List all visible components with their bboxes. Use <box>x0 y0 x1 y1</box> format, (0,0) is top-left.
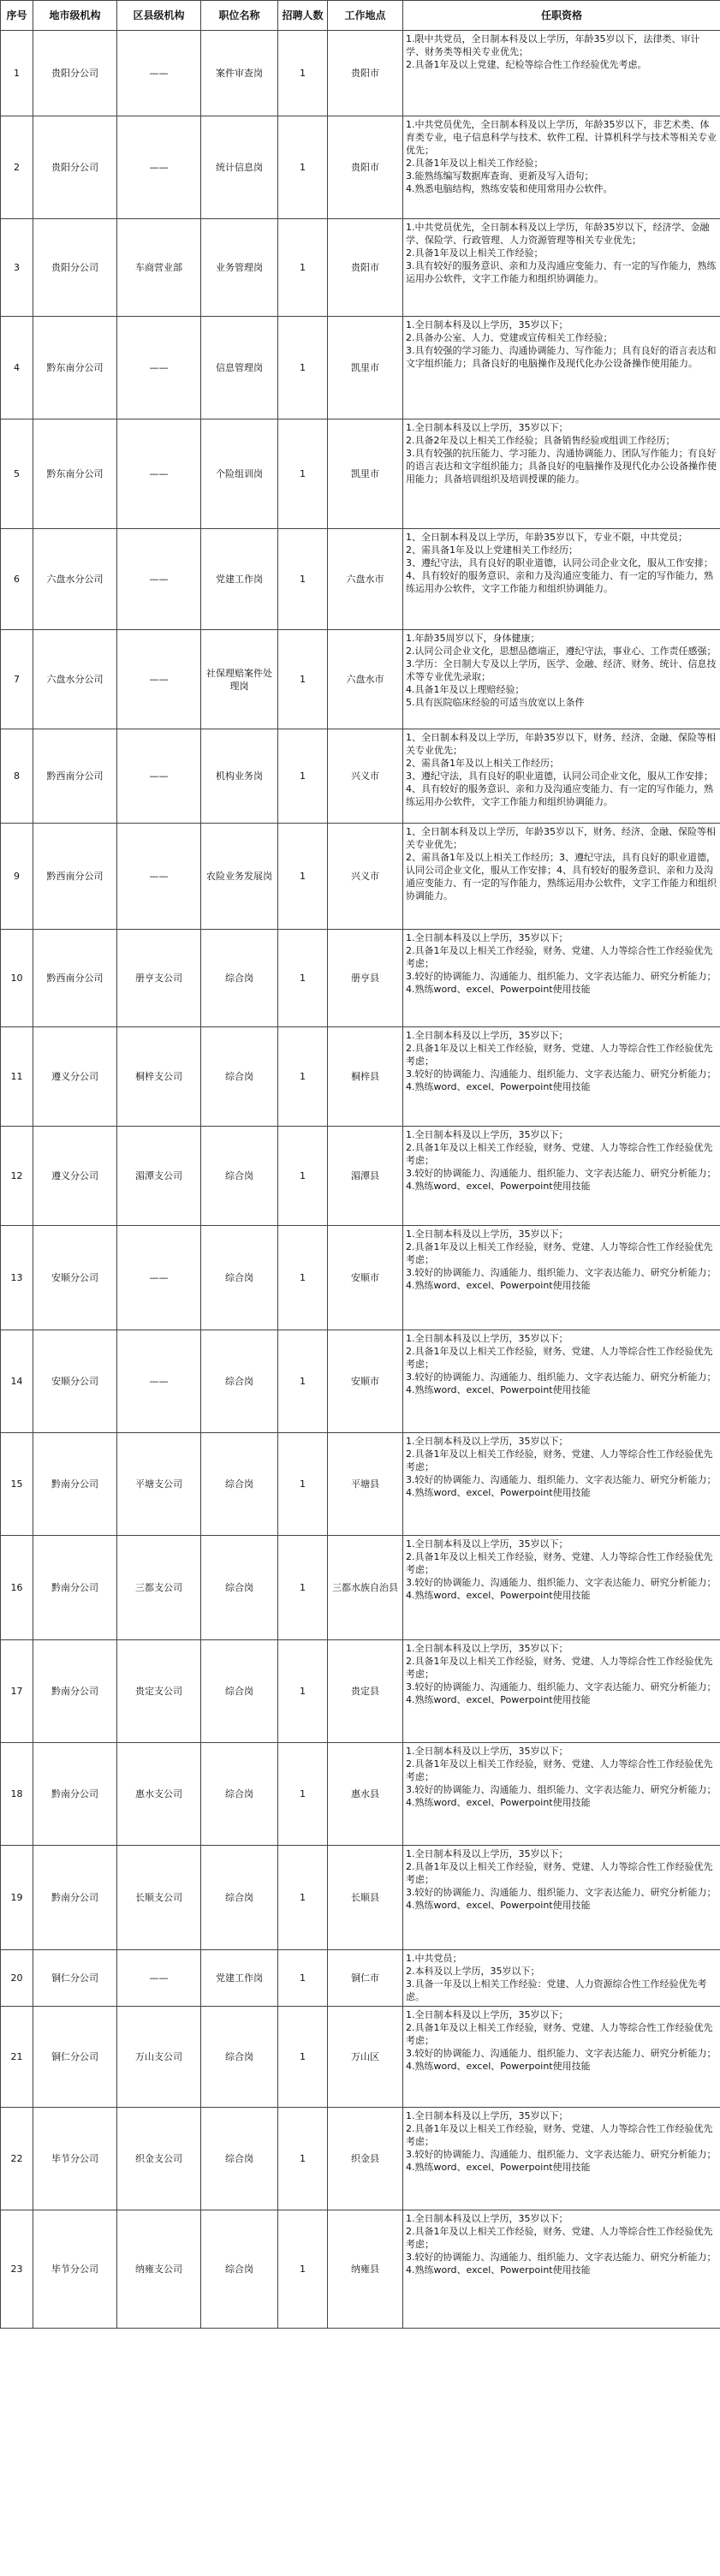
requirement-line: 3.较好的协调能力、沟通能力、组织能力、文字表达能力、研究分析能力； <box>406 2252 717 2263</box>
county-branch: 万山支公司 <box>117 2007 201 2108</box>
work-location: 安顺市 <box>328 1226 403 1330</box>
row-number: 1 <box>1 31 33 116</box>
job-title: 综合岗 <box>201 1640 278 1743</box>
requirements-cell <box>403 930 720 1027</box>
work-location: 贵阳市 <box>328 31 403 116</box>
county-branch: 纳雍支公司 <box>117 2210 201 2329</box>
requirement-line: 2.具备1年及以上相关工作经验，财务、党建、人力等综合性工作经验优先考虑； <box>406 2022 713 2046</box>
work-location: 湄潭县 <box>328 1127 403 1226</box>
requirement-line: 4.熟练word、excel、Powerpoint使用技能 <box>406 1384 591 1395</box>
work-location: 凯里市 <box>328 317 403 419</box>
row-number: 5 <box>1 419 33 529</box>
requirement-line: 1.全日制本科及以上学历，35岁以下； <box>406 1333 568 1344</box>
job-title: 综合岗 <box>201 1743 278 1846</box>
header-title: 职位名称 <box>201 1 278 31</box>
requirement-line: 1.全日制本科及以上学历，35岁以下； <box>406 2110 568 2121</box>
requirement-line: 3.较好的协调能力、沟通能力、组织能力、文字表达能力、研究分析能力； <box>406 1784 717 1795</box>
city-branch: 黔南分公司 <box>33 1743 117 1846</box>
table-row <box>1 1127 720 1226</box>
requirement-line: 4.熟练word、excel、Powerpoint使用技能 <box>406 1590 591 1601</box>
requirement-line: 4.熟练word、excel、Powerpoint使用技能 <box>406 1181 591 1192</box>
requirement-line: 3.具有较强的学习能力、沟通协调能力、写作能力；具有良好的语言表达和文字组织能力；具备良好的电脑操作及现代化办公设备操作使用能力。 <box>406 345 717 369</box>
table-row <box>1 1027 720 1127</box>
row-number: 8 <box>1 729 33 824</box>
requirement-line: 4、具有较好的服务意识、亲和力及沟通应变能力、有一定的写作能力，熟练运用办公软件，文字工作能力和组织协调能力。 <box>406 783 713 807</box>
city-branch: 安顺分公司 <box>33 1226 117 1330</box>
requirements-cell <box>403 219 720 317</box>
work-location: 册亨县 <box>328 930 403 1027</box>
table-row <box>1 529 720 630</box>
city-branch: 黔东南分公司 <box>33 317 117 419</box>
hire-count: 1 <box>278 1743 328 1846</box>
city-branch: 黔东南分公司 <box>33 419 117 529</box>
city-branch: 黔西南分公司 <box>33 824 117 930</box>
requirement-line: 3.较好的协调能力、沟通能力、组织能力、文字表达能力、研究分析能力； <box>406 1267 717 1278</box>
table-header-row <box>1 1 720 31</box>
city-branch: 贵阳分公司 <box>33 116 117 219</box>
requirements-cell <box>403 2007 720 2108</box>
hire-count: 1 <box>278 630 328 729</box>
requirement-line: 1、全日制本科及以上学历，年龄35岁以下，财务、经济、金融、保险等相关专业优先； <box>406 732 716 756</box>
job-title: 社保理赔案件处理岗 <box>201 630 278 729</box>
job-title: 综合岗 <box>201 1127 278 1226</box>
table-row <box>1 930 720 1027</box>
requirement-line: 1.全日制本科及以上学历，35岁以下； <box>406 1229 568 1240</box>
job-title: 综合岗 <box>201 1330 278 1433</box>
hire-count: 1 <box>278 1226 328 1330</box>
work-location: 凯里市 <box>328 419 403 529</box>
requirement-line: 5.具有医院临床经验的可适当放宽以上条件 <box>406 697 585 708</box>
hire-count: 1 <box>278 219 328 317</box>
county-branch: 湄潭支公司 <box>117 1127 201 1226</box>
county-branch: —— <box>117 824 201 930</box>
county-branch: —— <box>117 31 201 116</box>
hire-count: 1 <box>278 2210 328 2329</box>
county-branch: 长顺支公司 <box>117 1846 201 1950</box>
row-number: 17 <box>1 1640 33 1743</box>
requirements-cell <box>403 1127 720 1226</box>
job-title: 综合岗 <box>201 1027 278 1127</box>
requirement-line: 3.较好的协调能力、沟通能力、组织能力、文字表达能力、研究分析能力； <box>406 1577 717 1588</box>
county-branch: —— <box>117 1330 201 1433</box>
requirement-line: 3.具备一年及以上相关工作经验：党建、人力资源综合性工作经验优先考虑。 <box>406 1978 707 2002</box>
requirement-line: 1.中共党员优先，全日制本科及以上学历，年龄35岁以下，非艺术类、体育类专业，电子信息科学与技术、软件工程、计算机科学与技术等相关专业优先； <box>406 119 717 156</box>
hire-count: 1 <box>278 1950 328 2007</box>
requirement-line: 4.熟练word、excel、Powerpoint使用技能 <box>406 1694 591 1705</box>
county-branch: —— <box>117 630 201 729</box>
row-number: 3 <box>1 219 33 317</box>
job-title: 党建工作岗 <box>201 529 278 630</box>
hire-count: 1 <box>278 2108 328 2210</box>
hire-count: 1 <box>278 116 328 219</box>
work-location: 织金县 <box>328 2108 403 2210</box>
requirement-line: 2.具备2年及以上相关工作经验；具备销售经验或组训工作经历； <box>406 435 675 446</box>
requirements-cell <box>403 31 720 116</box>
job-title: 综合岗 <box>201 1433 278 1536</box>
work-location: 平塘县 <box>328 1433 403 1536</box>
requirement-line: 4.熟练word、excel、Powerpoint使用技能 <box>406 1081 591 1092</box>
hire-count: 1 <box>278 1640 328 1743</box>
hire-count: 1 <box>278 1127 328 1226</box>
city-branch: 六盘水分公司 <box>33 630 117 729</box>
city-branch: 黔西南分公司 <box>33 930 117 1027</box>
requirement-line: 3、遵纪守法，具有良好的职业道德，认同公司企业文化，服从工作安排； <box>406 770 713 782</box>
hire-count: 1 <box>278 419 328 529</box>
requirement-line: 1.中共党员； <box>406 1953 462 1964</box>
table-row <box>1 1536 720 1640</box>
job-title: 个险组训岗 <box>201 419 278 529</box>
row-number: 20 <box>1 1950 33 2007</box>
job-title: 综合岗 <box>201 930 278 1027</box>
requirement-line: 2.具备1年及以上相关工作经验，财务、党建、人力等综合性工作经验优先考虑； <box>406 1142 713 1166</box>
requirements-cell <box>403 824 720 930</box>
requirement-line: 4.熟练word、excel、Powerpoint使用技能 <box>406 1900 591 1911</box>
requirement-line: 1.全日制本科及以上学历，35岁以下； <box>406 1538 568 1550</box>
header-no: 序号 <box>1 1 33 31</box>
requirement-line: 3.较好的协调能力、沟通能力、组织能力、文字表达能力、研究分析能力； <box>406 1068 717 1080</box>
job-title: 综合岗 <box>201 1846 278 1950</box>
requirement-line: 1.全日制本科及以上学历，35岁以下； <box>406 1129 568 1140</box>
row-number: 10 <box>1 930 33 1027</box>
requirement-line: 2.具备1年及以上相关工作经验，财务、党建、人力等综合性工作经验优先考虑； <box>406 1861 713 1885</box>
requirement-line: 1.全日制本科及以上学历，35岁以下； <box>406 2009 568 2020</box>
requirement-line: 2.具备1年及以上相关工作经验，财务、党建、人力等综合性工作经验优先考虑； <box>406 945 713 969</box>
work-location: 安顺市 <box>328 1330 403 1433</box>
requirements-cell <box>403 317 720 419</box>
requirement-line: 4.熟练word、excel、Powerpoint使用技能 <box>406 1280 591 1291</box>
city-branch: 黔南分公司 <box>33 1433 117 1536</box>
hire-count: 1 <box>278 1433 328 1536</box>
work-location: 贵定县 <box>328 1640 403 1743</box>
requirement-line: 2.本科及以上学历，35岁以下； <box>406 1966 540 1977</box>
requirement-line: 2.具备1年及以上党建、纪检等综合性工作经验优先考虑。 <box>406 59 647 70</box>
county-branch: 桐梓支公司 <box>117 1027 201 1127</box>
row-number: 14 <box>1 1330 33 1433</box>
requirement-line: 3.较好的协调能力、沟通能力、组织能力、文字表达能力、研究分析能力； <box>406 971 717 982</box>
table-row <box>1 116 720 219</box>
row-number: 13 <box>1 1226 33 1330</box>
table-row <box>1 729 720 824</box>
table-row <box>1 31 720 116</box>
city-branch: 遵义分公司 <box>33 1027 117 1127</box>
work-location: 桐梓县 <box>328 1027 403 1127</box>
requirement-line: 2.具备1年及以上相关工作经验； <box>406 247 544 259</box>
city-branch: 铜仁分公司 <box>33 1950 117 2007</box>
header-city: 地市级机构 <box>33 1 117 31</box>
work-location: 铜仁市 <box>328 1950 403 2007</box>
hire-count: 1 <box>278 930 328 1027</box>
hire-count: 1 <box>278 31 328 116</box>
county-branch: —— <box>117 529 201 630</box>
hire-count: 1 <box>278 529 328 630</box>
requirements-cell <box>403 630 720 729</box>
city-branch: 黔南分公司 <box>33 1640 117 1743</box>
requirement-line: 1.全日制本科及以上学历，35岁以下； <box>406 1746 568 1757</box>
city-branch: 贵阳分公司 <box>33 219 117 317</box>
table-row <box>1 2210 720 2329</box>
table-row <box>1 1330 720 1433</box>
requirement-line: 1、全日制本科及以上学历，年龄35岁以下，财务、经济、金融、保险等相关专业优先； <box>406 826 716 850</box>
table-row <box>1 1640 720 1743</box>
requirement-line: 2.具备1年及以上相关工作经验，财务、党建、人力等综合性工作经验优先考虑； <box>406 2123 713 2147</box>
row-number: 2 <box>1 116 33 219</box>
city-branch: 铜仁分公司 <box>33 2007 117 2108</box>
job-title: 农险业务发展岗 <box>201 824 278 930</box>
requirement-line: 2.具备1年及以上相关工作经验，财务、党建、人力等综合性工作经验优先考虑； <box>406 1449 713 1472</box>
row-number: 18 <box>1 1743 33 1846</box>
county-branch: 车商营业部 <box>117 219 201 317</box>
row-number: 15 <box>1 1433 33 1536</box>
table-row <box>1 219 720 317</box>
requirement-line: 1.全日制本科及以上学历，35岁以下； <box>406 1030 568 1041</box>
row-number: 6 <box>1 529 33 630</box>
row-number: 19 <box>1 1846 33 1950</box>
requirements-cell <box>403 2108 720 2210</box>
work-location: 贵阳市 <box>328 116 403 219</box>
city-branch: 毕节分公司 <box>33 2210 117 2329</box>
requirement-line: 2、需具备1年及以上相关工作经历； <box>406 758 559 769</box>
requirement-line: 1.全日制本科及以上学历，35岁以下； <box>406 932 568 943</box>
table-row <box>1 2108 720 2210</box>
city-branch: 遵义分公司 <box>33 1127 117 1226</box>
requirement-line: 2.具备1年及以上相关工作经验，财务、党建、人力等综合性工作经验优先考虑； <box>406 1551 713 1575</box>
requirement-line: 4.熟悉电脑结构，熟练安装和使用常用办公软件。 <box>406 183 613 194</box>
hire-count: 1 <box>278 1536 328 1640</box>
work-location: 兴义市 <box>328 729 403 824</box>
hire-count: 1 <box>278 1330 328 1433</box>
header-requirements: 任职资格 <box>403 1 720 31</box>
requirements-cell <box>403 1950 720 2007</box>
hire-count: 1 <box>278 2007 328 2108</box>
work-location: 六盘水市 <box>328 529 403 630</box>
requirements-cell <box>403 1027 720 1127</box>
job-title: 案件审查岗 <box>201 31 278 116</box>
requirement-line: 4.熟练word、excel、Powerpoint使用技能 <box>406 1487 591 1498</box>
requirements-cell <box>403 1330 720 1433</box>
requirement-line: 3.较好的协调能力、沟通能力、组织能力、文字表达能力、研究分析能力； <box>406 1681 717 1693</box>
job-title: 机构业务岗 <box>201 729 278 824</box>
requirement-line: 1.全日制本科及以上学历，35岁以下； <box>406 422 568 433</box>
requirement-line: 2.具备1年及以上相关工作经验，财务、党建、人力等综合性工作经验优先考虑； <box>406 1758 713 1782</box>
requirement-line: 2、需具备1年及以上党建相关工作经历； <box>406 544 578 556</box>
job-title: 党建工作岗 <box>201 1950 278 2007</box>
row-number: 22 <box>1 2108 33 2210</box>
header-county: 区县级机构 <box>117 1 201 31</box>
county-branch: 贵定支公司 <box>117 1640 201 1743</box>
header-place: 工作地点 <box>328 1 403 31</box>
requirement-line: 1.全日制本科及以上学历，35岁以下； <box>406 1848 568 1859</box>
city-branch: 六盘水分公司 <box>33 529 117 630</box>
row-number: 21 <box>1 2007 33 2108</box>
table-row <box>1 1950 720 2007</box>
requirement-line: 4.熟练word、excel、Powerpoint使用技能 <box>406 2264 591 2276</box>
requirement-line: 2.具备1年及以上相关工作经验，财务、党建、人力等综合性工作经验优先考虑； <box>406 1241 713 1265</box>
requirement-line: 1.全日制本科及以上学历，35岁以下； <box>406 1436 568 1447</box>
work-location: 惠水县 <box>328 1743 403 1846</box>
table-row <box>1 1743 720 1846</box>
county-branch: —— <box>117 729 201 824</box>
table-row <box>1 630 720 729</box>
requirement-line: 2.具备办公室、人力、党建或宣传相关工作经验； <box>406 332 613 343</box>
requirement-line: 3、遵纪守法，具有良好的职业道德，认同公司企业文化，服从工作安排； <box>406 557 713 568</box>
hire-count: 1 <box>278 317 328 419</box>
county-branch: 织金支公司 <box>117 2108 201 2210</box>
requirement-line: 3.较好的协调能力、沟通能力、组织能力、文字表达能力、研究分析能力； <box>406 1371 717 1383</box>
row-number: 12 <box>1 1127 33 1226</box>
requirements-cell <box>403 1846 720 1950</box>
city-branch: 黔南分公司 <box>33 1536 117 1640</box>
requirement-line: 1、全日制本科及以上学历，年龄35岁以下，专业不限，中共党员； <box>406 532 687 543</box>
row-number: 7 <box>1 630 33 729</box>
requirement-line: 2.认同公司企业文化，思想品德端正，遵纪守法，事业心、工作责任感强； <box>406 645 717 657</box>
requirement-line: 2、需具备1年及以上相关工作经历；3、遵纪守法，具有良好的职业道德，认同公司企业文化，服从工作安排；4、具有较好的服务意识、亲和力及沟通应变能力、有一定的写作能力，熟练运用办公软件，文字工作能力和组织协调能力。 <box>406 852 717 901</box>
hire-count: 1 <box>278 1027 328 1127</box>
requirement-line: 4.熟练word、excel、Powerpoint使用技能 <box>406 2061 591 2072</box>
requirements-cell <box>403 529 720 630</box>
county-branch: 惠水支公司 <box>117 1743 201 1846</box>
requirement-line: 1.中共党员优先，全日制本科及以上学历，年龄35岁以下，经济学、金融学、保险学、行政管理、人力资源管理等相关专业优先； <box>406 222 710 246</box>
requirement-line: 3.较好的协调能力、沟通能力、组织能力、文字表达能力、研究分析能力； <box>406 1474 717 1485</box>
county-branch: —— <box>117 1950 201 2007</box>
city-branch: 黔南分公司 <box>33 1846 117 1950</box>
work-location: 纳雍县 <box>328 2210 403 2329</box>
work-location: 万山区 <box>328 2007 403 2108</box>
requirements-cell <box>403 1743 720 1846</box>
requirement-line: 1.全日制本科及以上学历，35岁以下； <box>406 319 568 330</box>
requirement-line: 4、具有较好的服务意识、亲和力及沟通应变能力、有一定的写作能力，熟练运用办公软件，文字工作能力和组织协调能力。 <box>406 570 713 594</box>
requirement-line: 2.具备1年及以上相关工作经验，财务、党建、人力等综合性工作经验优先考虑； <box>406 1346 713 1370</box>
requirement-line: 3.较好的协调能力、沟通能力、组织能力、文字表达能力、研究分析能力； <box>406 1887 717 1898</box>
requirements-cell <box>403 116 720 219</box>
table-row <box>1 824 720 930</box>
job-title: 综合岗 <box>201 2007 278 2108</box>
county-branch: 册亨支公司 <box>117 930 201 1027</box>
county-branch: —— <box>117 419 201 529</box>
requirement-line: 1.限中共党员，全日制本科及以上学历，年龄35岁以下，法律类、审计学、财务类等相关专业优先； <box>406 33 700 57</box>
requirement-line: 4.熟练word、excel、Powerpoint使用技能 <box>406 1797 591 1808</box>
requirement-line: 3.具有较好的服务意识、亲和力及沟通应变能力、有一定的写作能力，熟练运用办公软件，文字工作能力和组织协调能力。 <box>406 260 717 284</box>
requirement-line: 1.全日制本科及以上学历，35岁以下； <box>406 2213 568 2224</box>
job-title: 综合岗 <box>201 2108 278 2210</box>
row-number: 16 <box>1 1536 33 1640</box>
requirement-line: 2.具备1年及以上相关工作经验，财务、党建、人力等综合性工作经验优先考虑； <box>406 1656 713 1680</box>
header-count: 招聘人数 <box>278 1 328 31</box>
work-location: 贵阳市 <box>328 219 403 317</box>
county-branch: —— <box>117 1226 201 1330</box>
table-row <box>1 317 720 419</box>
job-title: 信息管理岗 <box>201 317 278 419</box>
requirement-line: 2.具备1年及以上相关工作经验，财务、党建、人力等综合性工作经验优先考虑； <box>406 1043 713 1067</box>
hire-count: 1 <box>278 824 328 930</box>
county-branch: 三都支公司 <box>117 1536 201 1640</box>
table-row <box>1 1226 720 1330</box>
requirement-line: 3.学历：全日制大专及以上学历，医学、金融、经济、财务、统计、信息技术等专业优先录取； <box>406 658 717 682</box>
city-branch: 安顺分公司 <box>33 1330 117 1433</box>
table-row <box>1 2007 720 2108</box>
table-row <box>1 419 720 529</box>
requirements-cell <box>403 1536 720 1640</box>
table-row <box>1 1433 720 1536</box>
requirement-line: 3.较好的协调能力、沟通能力、组织能力、文字表达能力、研究分析能力； <box>406 1168 717 1179</box>
requirements-cell <box>403 1433 720 1536</box>
county-branch: 平塘支公司 <box>117 1433 201 1536</box>
work-location: 六盘水市 <box>328 630 403 729</box>
county-branch: —— <box>117 116 201 219</box>
job-title: 综合岗 <box>201 1536 278 1640</box>
hire-count: 1 <box>278 1846 328 1950</box>
row-number: 23 <box>1 2210 33 2329</box>
requirements-cell <box>403 729 720 824</box>
job-title: 业务管理岗 <box>201 219 278 317</box>
work-location: 长顺县 <box>328 1846 403 1950</box>
row-number: 11 <box>1 1027 33 1127</box>
job-title: 统计信息岗 <box>201 116 278 219</box>
requirement-line: 2.具备1年及以上相关工作经验，财务、党建、人力等综合性工作经验优先考虑； <box>406 2226 713 2250</box>
city-branch: 黔西南分公司 <box>33 729 117 824</box>
requirement-line: 3.较好的协调能力、沟通能力、组织能力、文字表达能力、研究分析能力； <box>406 2149 717 2160</box>
work-location: 兴义市 <box>328 824 403 930</box>
requirement-line: 4.具备1年及以上理赔经验； <box>406 684 525 695</box>
work-location: 三都水族自治县 <box>328 1536 403 1640</box>
job-title: 综合岗 <box>201 2210 278 2329</box>
requirement-line: 1.年龄35周岁以下，身体健康； <box>406 633 540 644</box>
city-branch: 贵阳分公司 <box>33 31 117 116</box>
requirements-cell <box>403 1640 720 1743</box>
job-title: 综合岗 <box>201 1226 278 1330</box>
requirement-line: 4.熟练word、excel、Powerpoint使用技能 <box>406 2162 591 2173</box>
requirement-line: 1.全日制本科及以上学历，35岁以下； <box>406 1643 568 1654</box>
requirements-cell <box>403 419 720 529</box>
requirement-line: 2.具备1年及以上相关工作经验； <box>406 158 544 169</box>
requirements-cell <box>403 2210 720 2329</box>
requirements-cell <box>403 1226 720 1330</box>
row-number: 4 <box>1 317 33 419</box>
table-row <box>1 1846 720 1950</box>
requirement-line: 3.较好的协调能力、沟通能力、组织能力、文字表达能力、研究分析能力； <box>406 2048 717 2059</box>
requirement-line: 4.熟练word、excel、Powerpoint使用技能 <box>406 984 591 995</box>
requirement-line: 3.具有较强的抗压能力、学习能力、沟通协调能力、团队写作能力；有良好的语言表达和文字组织能力；具备良好的电脑操作及现代化办公设备操作使用能力；具备培训组织及培训授课的能力。 <box>406 448 717 485</box>
requirement-line: 3.能熟练编写数据库查询、更新及写入语句； <box>406 170 594 181</box>
county-branch: —— <box>117 317 201 419</box>
city-branch: 毕节分公司 <box>33 2108 117 2210</box>
row-number: 9 <box>1 824 33 930</box>
hire-count: 1 <box>278 729 328 824</box>
